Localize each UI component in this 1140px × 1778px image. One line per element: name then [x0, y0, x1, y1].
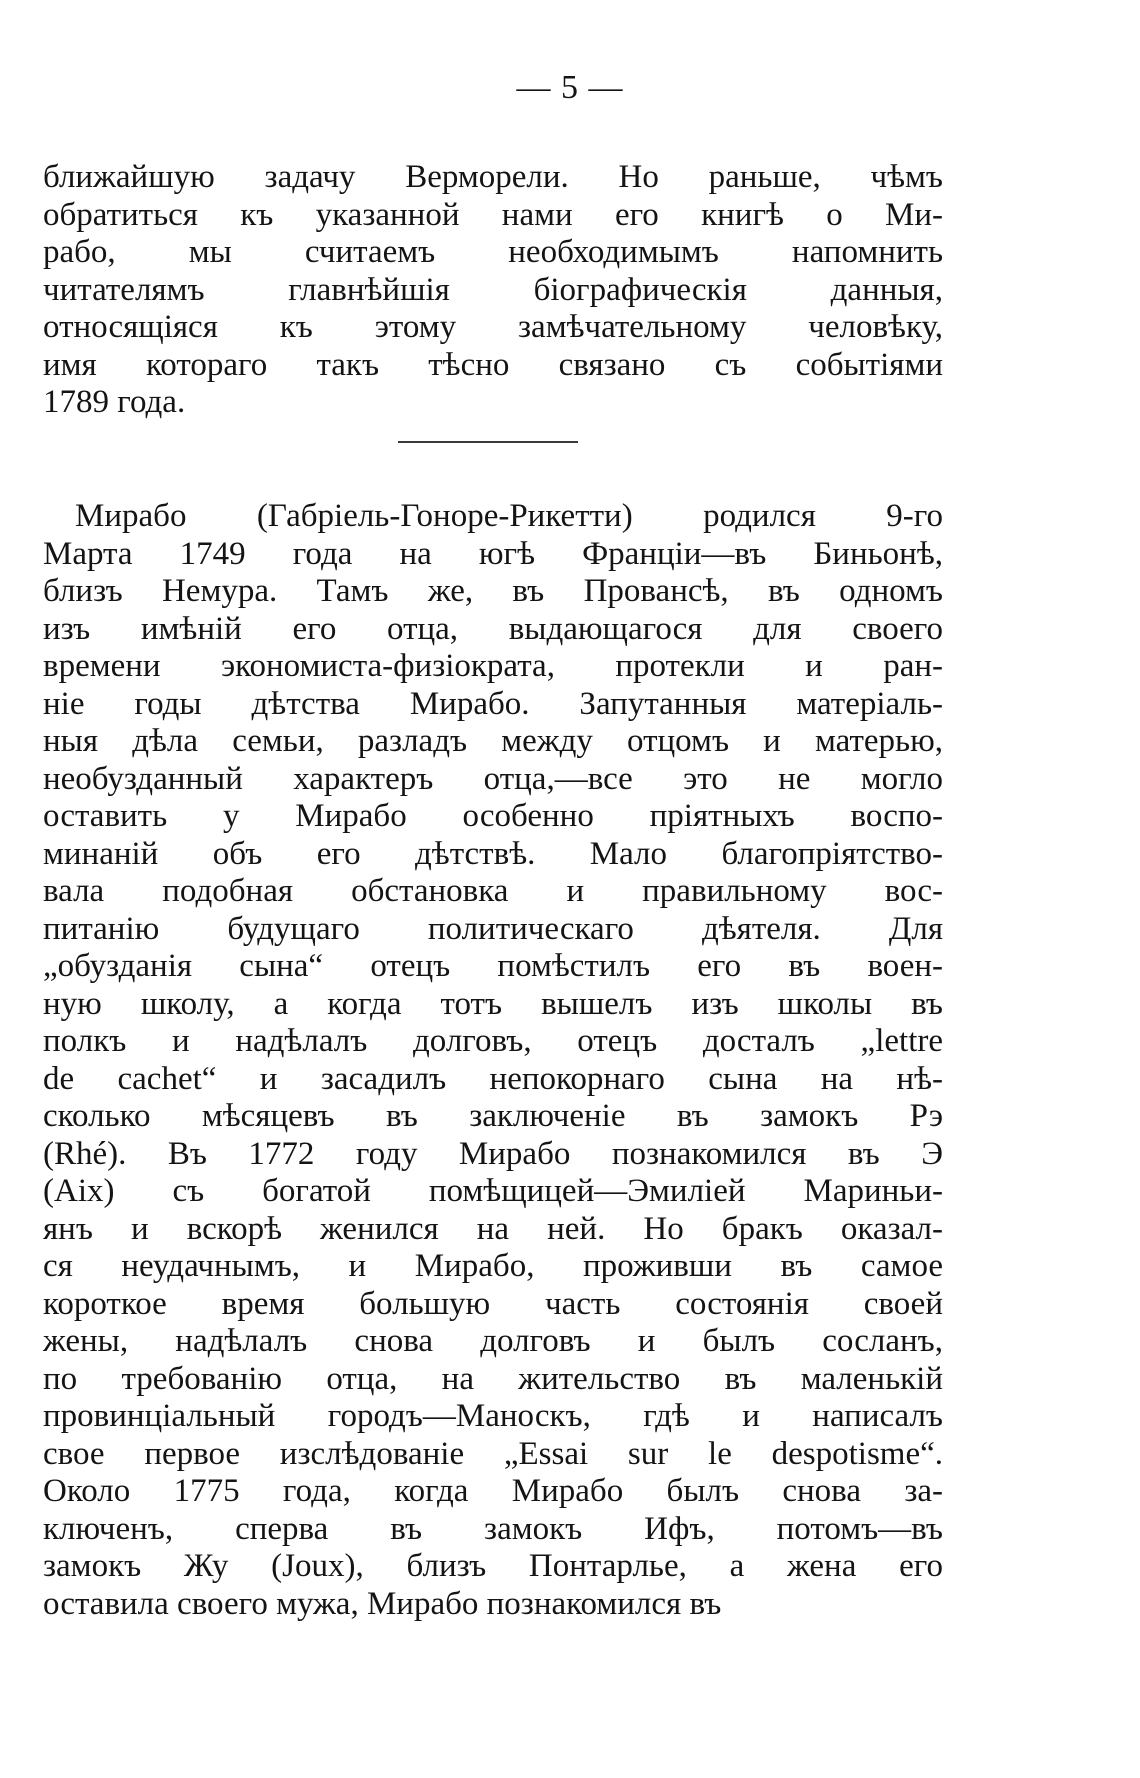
- text-line: изъ имѣній его отца, выдающагося для своего: [43, 610, 943, 647]
- text-line: Около 1775 года, когда Мирабо былъ снова за-: [43, 1473, 943, 1509]
- text-line: питанію будущаго политическаго дѣятеля. Для: [43, 910, 943, 947]
- text-line: короткое время большую часть состоянія своей: [43, 1285, 943, 1322]
- page-number: — 5 —: [516, 69, 624, 106]
- text-line: по требованію отца, на жительство въ маленькій: [43, 1360, 943, 1397]
- text-line: (Aix) съ богатой помѣщицей—Эмиліей Мариньи-: [43, 1173, 943, 1209]
- text-line: ныя дѣла семьи, разладъ между отцомъ и матерью,: [43, 723, 943, 759]
- text-line: 1789 года.: [43, 384, 186, 420]
- text-line: Марта 1749 года на югѣ Франціи—въ Биньонѣ,: [43, 535, 943, 572]
- text-line: замокъ Жу (Joux), близъ Понтарлье, а жена его: [43, 1548, 943, 1584]
- text-line: de cachet“ и засадилъ непокорнаго сына на нѣ-: [43, 1060, 943, 1097]
- text-line: оставить у Мирабо особенно пріятныхъ воспо-: [43, 798, 943, 834]
- text-line: янъ и вскорѣ женился на ней. Но бракъ оказал-: [43, 1210, 943, 1247]
- text-line: ную школу, а когда тотъ вышелъ изъ школы въ: [43, 985, 943, 1022]
- text-line: относящіяся къ этому замѣчательному человѣку,: [43, 309, 943, 345]
- text-line: Мирабо (Габріель-Гоноре-Рикетти) родился 9-го: [75, 498, 943, 534]
- text-line: близъ Немура. Тамъ же, въ Провансѣ, въ одномъ: [43, 573, 943, 609]
- text-line: полкъ и надѣлалъ долговъ, отецъ досталъ „lettre: [43, 1023, 943, 1059]
- text-line: провинціальный городъ—Маноскъ, гдѣ и написалъ: [43, 1398, 943, 1434]
- text-line: свое первое изслѣдованіе „Essai sur le despotisme“.: [43, 1435, 943, 1472]
- text-line: времени экономиста-физіократа, протекли и ран-: [43, 648, 943, 684]
- text-line: ніе годы дѣтства Мирабо. Запутанныя матеріаль-: [43, 685, 943, 722]
- paragraph-biography: [43, 498, 943, 1623]
- text-line: читателямъ главнѣйшія біографическія данныя,: [43, 271, 943, 308]
- text-line: сколько мѣсяцевъ въ заключеніе въ замокъ Рэ: [43, 1098, 943, 1134]
- text-line: (Rhé). Въ 1772 году Мирабо познакомился въ Э: [43, 1135, 943, 1172]
- text-line: жены, надѣлалъ снова долговъ и былъ сосланъ,: [43, 1323, 943, 1359]
- text-line: минаній объ его дѣтствѣ. Мало благопріятство-: [43, 835, 943, 872]
- text-line: обратиться къ указанной нами его книгѣ о Ми-: [43, 196, 943, 233]
- text-line: необузданный характеръ отца,—все это не могло: [43, 760, 943, 797]
- paragraph-intro: [43, 159, 943, 422]
- text-line: ключенъ, сперва въ замокъ Ифъ, потомъ—въ: [43, 1510, 943, 1547]
- text-line: ся неудачнымъ, и Мирабо, проживши въ самое: [43, 1248, 943, 1284]
- text-line: вала подобная обстановка и правильному вос-: [43, 873, 943, 909]
- text-line: рабо, мы считаемъ необходимымъ напомнить: [43, 234, 943, 270]
- text-line: „обузданія сына“ отецъ помѣстилъ его въ воен-: [43, 948, 943, 984]
- text-line: ближайшую задачу Верморели. Но раньше, чѣмъ: [43, 159, 943, 195]
- section-separator: [398, 441, 578, 443]
- text-line: имя котораго такъ тѣсно связано съ событіями: [43, 346, 943, 383]
- text-line: оставила своего мужа, Мирабо познакомился въ: [43, 1585, 722, 1622]
